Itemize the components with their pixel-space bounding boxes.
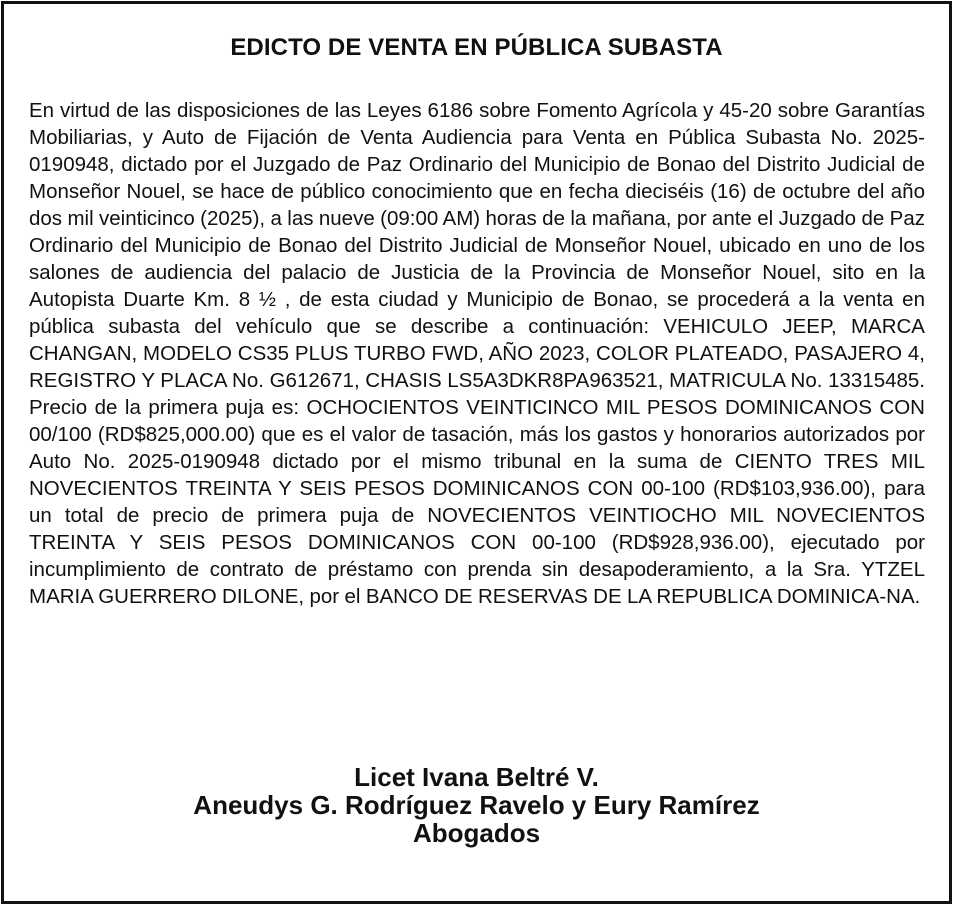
- notice-title: EDICTO DE VENTA EN PÚBLICA SUBASTA: [230, 34, 723, 61]
- signature-lawyers: Aneudys G. Rodríguez Ravelo y Eury Ramírez: [193, 790, 760, 820]
- notice-frame: [1, 1, 952, 904]
- signature-block: [4, 763, 949, 847]
- notice-body: En virtud de las disposiciones de las Leyes 6186 sobre Fomento Agrícola y 45-20 sobre Garantías Mobiliarias, y Auto de Fijación de Venta Audiencia para Venta en Pública Subasta No. 2025-0190948, dictado por el Juzgado de Paz Ordinario del Municipio de Bonao del Distrito Judicial de Monseñor Nouel, se hace de público conocimiento que en fecha dieciséis (16) de octubre del año dos mil veinticinco (2025), a las nueve (09:00 AM) horas de la mañana, por ante el Juzgado de Paz Ordinario del Municipio de Bonao del Distrito Judicial de Monseñor Nouel, ubicado en uno de los salones de audiencia del palacio de Justicia de la Provincia de Monseñor Nouel, sito en la Autopista Duarte Km. 8 ½ , de esta ciudad y Municipio de Bonao, se procederá a la venta en pública subasta del vehículo que se describe a continuación: VEHICULO JEEP, MARCA CHANGAN, MODELO CS35 PLUS TURBO FWD, AÑO 2023, COLOR PLATEADO, PASAJERO 4, REGISTRO Y PLACA No. G612671, CHASIS LS5A3DKR8PA963521, MATRICULA No. 13315485. Precio de la primera puja es: OCHOCIENTOS VEINTICINCO MIL PESOS DOMINICANOS CON 00/100 (RD$825,000.00) que es el valor de tasación, más los gastos y honorarios autorizados por Auto No. 2025-0190948 dictado por el mismo tribunal en la suma de CIENTO TRES MIL NOVECIENTOS TREINTA Y SEIS PESOS DOMINICANOS CON 00-100 (RD$103,936.00), para un total de precio de primera puja de NOVECIENTOS VEINTIOCHO MIL NOVECIENTOS TREINTA Y SEIS PESOS DOMINICANOS CON 00-100 (RD$928,936.00), ejecutado por incumplimiento de contrato de préstamo con prenda sin desapoderamiento, a la Sra. YTZEL MARIA GUERRERO DILONE, por el BANCO DE RESERVAS DE LA REPUBLICA DOMINICA-NA.: [29, 99, 931, 608]
- signature-role: Abogados: [412, 818, 541, 848]
- signature-name: Licet Ivana Beltré V.: [354, 762, 599, 792]
